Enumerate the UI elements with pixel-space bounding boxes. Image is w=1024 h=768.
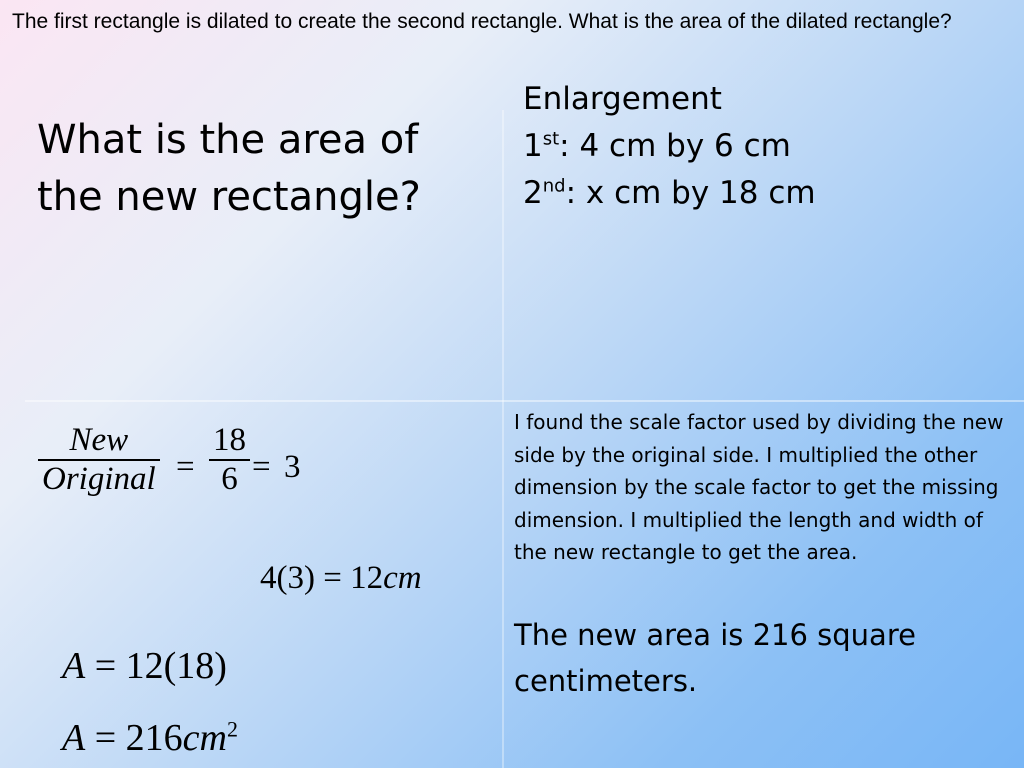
area-exponent: 2 <box>226 716 238 742</box>
area-expression: 12(18) <box>125 645 227 687</box>
equals-sign: = <box>252 449 271 485</box>
fraction-18-over-6 <box>209 422 250 498</box>
second-rectangle-dims <box>523 170 1003 217</box>
final-answer: The new area is 216 square centimeters. <box>514 618 916 698</box>
area-value: 216 <box>125 717 183 759</box>
enlargement-info <box>523 76 1003 217</box>
explanation-text: I found the scale factor used by dividing the new side by the original side. I multiplied the other dimension by the scale factor to get the missing dimension. I multiplied the length and width of the new rectangle to get the area. <box>514 410 1004 564</box>
missing-dimension-equation <box>260 560 422 597</box>
fraction-new-over-original <box>38 422 160 498</box>
second-ordinal: 2 <box>523 175 543 211</box>
fraction-numerator: New <box>69 422 129 458</box>
problem-prompt: The first rectangle is dilated to create the second rectangle. What is the area of the dilated rectangle? <box>12 10 952 33</box>
equals-sign: = <box>323 560 342 596</box>
first-rectangle-dims <box>523 123 1003 170</box>
equation-value: 12 <box>350 560 384 596</box>
first-ordinal: 1 <box>523 128 543 164</box>
equals-sign: = <box>94 645 117 687</box>
area-unit: cm <box>182 717 227 759</box>
equation-unit: cm <box>383 560 422 596</box>
equals-sign: = <box>94 717 117 759</box>
second-dims-text: : x cm by 18 cm <box>565 175 816 211</box>
enlargement-title: Enlargement <box>523 81 722 117</box>
horizontal-divider <box>25 400 1024 402</box>
area-result-equation <box>62 716 238 760</box>
area-product-equation <box>62 644 227 688</box>
area-variable: A <box>62 645 86 687</box>
fraction-denominator: Original <box>38 459 160 498</box>
question-heading: What is the area of the new rectangle? <box>37 117 421 220</box>
equals-sign: = <box>176 449 195 485</box>
fraction-denominator: 6 <box>209 459 250 498</box>
first-dims-text: : 4 cm by 6 cm <box>559 128 791 164</box>
second-ordinal-suffix: nd <box>542 175 566 197</box>
equation-left: 4(3) <box>260 560 315 596</box>
fraction-numerator: 18 <box>213 422 246 458</box>
first-ordinal-suffix: st <box>542 128 560 150</box>
area-variable: A <box>62 717 86 759</box>
vertical-divider <box>502 110 504 768</box>
scale-factor-result: 3 <box>284 449 301 485</box>
